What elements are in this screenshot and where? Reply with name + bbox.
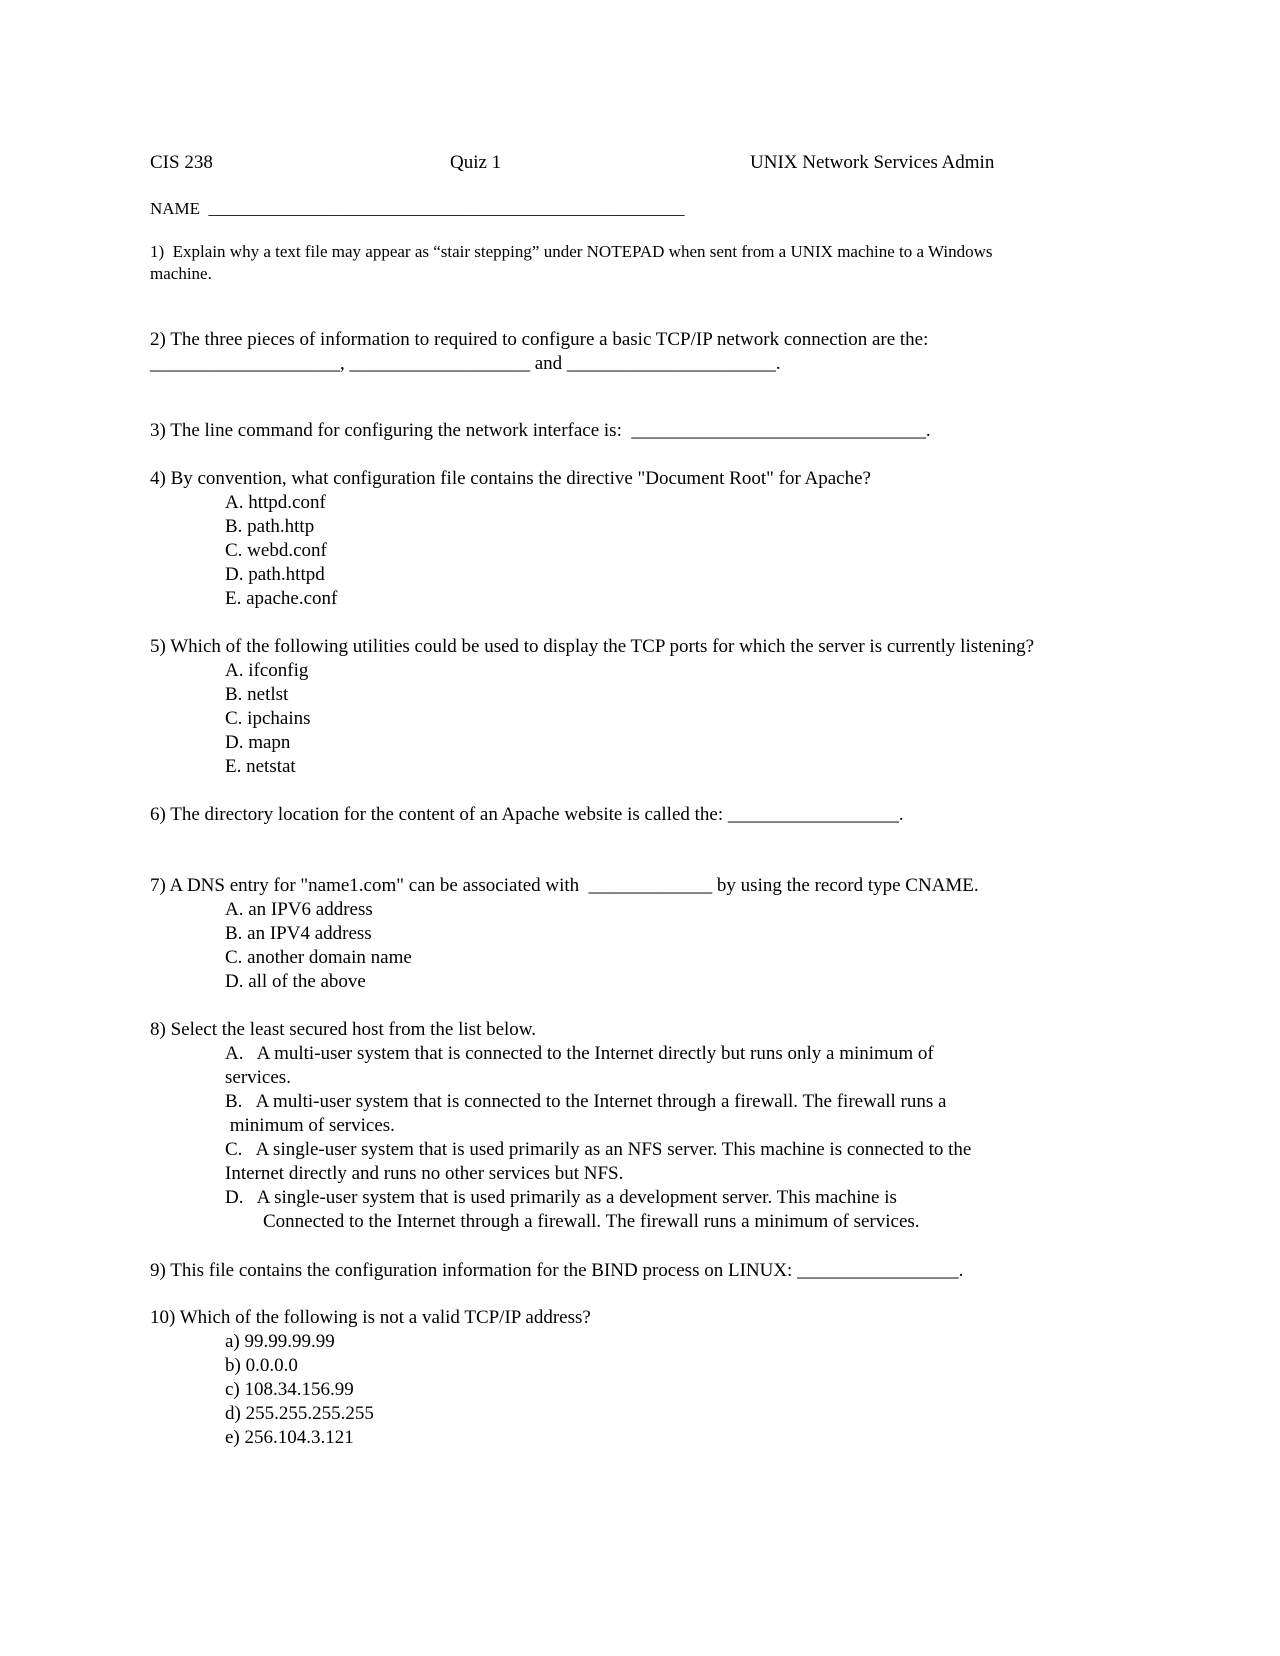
question-10-option: e) 256.104.3.121 bbox=[225, 1427, 354, 1448]
question-4-option: E. apache.conf bbox=[225, 588, 338, 609]
question-1-line-2: machine. bbox=[150, 264, 212, 283]
question-10-option: c) 108.34.156.99 bbox=[225, 1379, 354, 1400]
question-8-option-c: C. A single-user system that is used primarily as an NFS server. This machine is connected to the bbox=[225, 1139, 972, 1160]
question-4-option: A. httpd.conf bbox=[225, 492, 326, 513]
question-8-option-d: D. A single-user system that is used primarily as a development server. This machine is bbox=[225, 1187, 897, 1208]
question-10-option: d) 255.255.255.255 bbox=[225, 1403, 374, 1424]
course-code: CIS 238 bbox=[150, 152, 213, 173]
question-8-option-a: A. A multi-user system that is connected to the Internet directly but runs only a minimum of bbox=[225, 1043, 934, 1064]
question-5-option: A. ifconfig bbox=[225, 660, 309, 681]
question-2-line-2: ____________________, ___________________ and ______________________. bbox=[150, 353, 781, 374]
question-10-option: a) 99.99.99.99 bbox=[225, 1331, 335, 1352]
question-8-option-b-cont: minimum of services. bbox=[225, 1115, 395, 1136]
question-2-line-1: 2) The three pieces of information to required to configure a basic TCP/IP network connection are the: bbox=[150, 329, 929, 350]
question-5-option: C. ipchains bbox=[225, 708, 311, 729]
question-8-option-d-cont: Connected to the Internet through a firewall. The firewall runs a minimum of services. bbox=[263, 1211, 920, 1232]
question-8: 8) Select the least secured host from the list below. bbox=[150, 1019, 537, 1040]
course-subject: UNIX Network Services Admin bbox=[750, 152, 995, 173]
question-5-option: E. netstat bbox=[225, 756, 296, 777]
question-9: 9) This file contains the configuration information for the BIND process on LINUX: _________________. bbox=[150, 1260, 964, 1281]
question-3: 3) The line command for configuring the network interface is: _______________________________. bbox=[150, 420, 931, 441]
question-7-option: B. an IPV4 address bbox=[225, 923, 372, 944]
question-6: 6) The directory location for the content of an Apache website is called the: __________________. bbox=[150, 804, 904, 825]
question-10-option: b) 0.0.0.0 bbox=[225, 1355, 298, 1376]
question-8-option-c-cont: Internet directly and runs no other services but NFS. bbox=[225, 1163, 624, 1184]
question-7-option: A. an IPV6 address bbox=[225, 899, 373, 920]
question-5-option: B. netlst bbox=[225, 684, 289, 705]
question-8-option-b: B. A multi-user system that is connected to the Internet through a firewall. The firewall runs a bbox=[225, 1091, 947, 1112]
question-5-option: D. mapn bbox=[225, 732, 291, 753]
question-5: 5) Which of the following utilities could be used to display the TCP ports for which the server is currently listening? bbox=[150, 636, 1035, 657]
question-4-option: B. path.http bbox=[225, 516, 315, 537]
quiz-title: Quiz 1 bbox=[450, 152, 502, 173]
question-7-option: D. all of the above bbox=[225, 971, 366, 992]
question-10: 10) Which of the following is not a valid TCP/IP address? bbox=[150, 1307, 591, 1328]
question-1-line-1: 1) Explain why a text file may appear as “stair stepping” under NOTEPAD when sent from a UNIX machine to a Windows bbox=[150, 242, 993, 261]
question-8-option-a-cont: services. bbox=[225, 1067, 291, 1088]
name-field: NAME ________________________________________________________ bbox=[150, 199, 685, 218]
question-4-option: C. webd.conf bbox=[225, 540, 327, 561]
question-4-option: D. path.httpd bbox=[225, 564, 325, 585]
question-7: 7) A DNS entry for "name1.com" can be associated with _____________ by using the record type CNAME. bbox=[150, 875, 979, 896]
question-7-option: C. another domain name bbox=[225, 947, 412, 968]
question-4: 4) By convention, what configuration file contains the directive "Document Root" for Apache? bbox=[150, 468, 871, 489]
